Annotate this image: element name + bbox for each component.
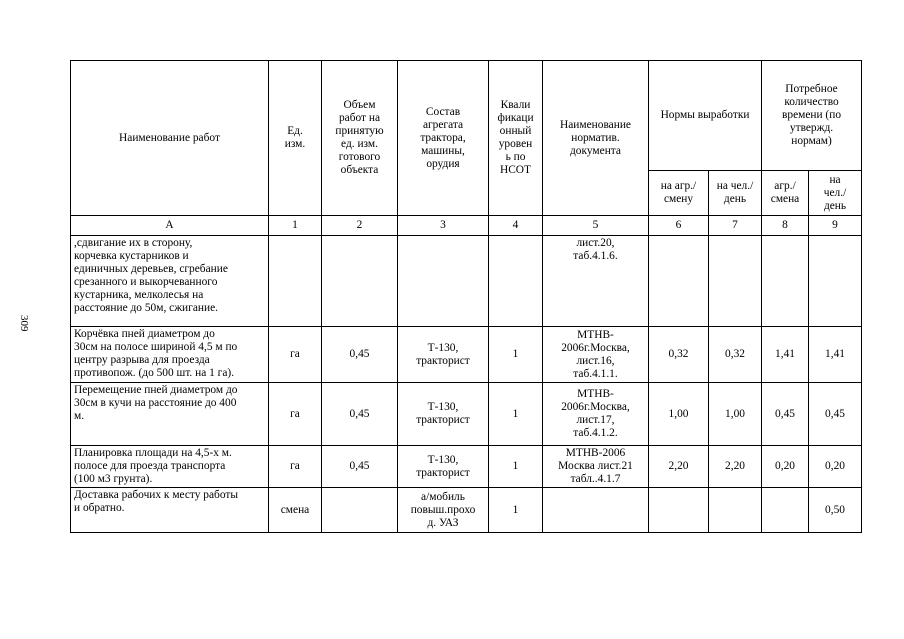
time-shift-cell: [762, 236, 809, 327]
time-shift-cell: 0,45: [762, 383, 809, 446]
header-time-required: Потребное количество времени (по утвержд. нормам): [762, 61, 862, 171]
header-qualification: Квали фикаци онный уровен ь по НСОТ: [489, 61, 543, 216]
header-row-top: [71, 61, 862, 171]
time-day-cell: 1,41: [809, 327, 862, 383]
norm-day-cell: 2,20: [709, 446, 762, 488]
qualification-cell: 1: [489, 488, 543, 533]
column-index-cell: 7: [709, 216, 762, 236]
time-day-cell: [809, 236, 862, 327]
time-day-cell: 0,50: [809, 488, 862, 533]
norm-day-cell: 1,00: [709, 383, 762, 446]
column-index-row: [71, 216, 862, 236]
work-name-cell: Перемещение пней диаметром до 30см в кучи на расстояние до 400 м.: [71, 383, 269, 446]
composition-cell: [398, 236, 489, 327]
volume-cell: 0,45: [322, 446, 398, 488]
qualification-cell: 1: [489, 383, 543, 446]
header-output-norms: Нормы выработки: [649, 61, 762, 171]
norm-day-cell: [709, 488, 762, 533]
norm-day-cell: [709, 236, 762, 327]
work-name-cell: Планировка площади на 4,5-х м. полосе для проезда транспорта (100 м3 грунта).: [71, 446, 269, 488]
volume-cell: 0,45: [322, 327, 398, 383]
column-index-cell: 4: [489, 216, 543, 236]
time-shift-cell: [762, 488, 809, 533]
unit-cell: га: [269, 446, 322, 488]
composition-cell: Т-130, тракторист: [398, 383, 489, 446]
work-name-cell: Доставка рабочих к месту работы и обратно.: [71, 488, 269, 533]
unit-cell: га: [269, 327, 322, 383]
document-cell: МТНВ- 2006г.Москва, лист.16, таб.4.1.1.: [543, 327, 649, 383]
header-work-name: Наименование работ: [71, 61, 269, 216]
column-index-cell: 8: [762, 216, 809, 236]
header-agr-shift: агр./ смена: [762, 171, 809, 216]
norm-shift-cell: 2,20: [649, 446, 709, 488]
header-unit-composition: Состав агрегата трактора, машины, орудия: [398, 61, 489, 216]
composition-cell: Т-130, тракторист: [398, 327, 489, 383]
time-shift-cell: 1,41: [762, 327, 809, 383]
volume-cell: 0,45: [322, 383, 398, 446]
composition-cell: а/мобиль повыш.прохо д. УАЗ: [398, 488, 489, 533]
column-index-cell: 9: [809, 216, 862, 236]
column-index-cell: 1: [269, 216, 322, 236]
column-index-cell: 6: [649, 216, 709, 236]
time-day-cell: 0,20: [809, 446, 862, 488]
column-index-cell: 3: [398, 216, 489, 236]
header-person-day: на чел./ день: [809, 171, 862, 216]
document-cell: [543, 488, 649, 533]
column-index-cell: 5: [543, 216, 649, 236]
norm-day-cell: 0,32: [709, 327, 762, 383]
column-index-cell: 2: [322, 216, 398, 236]
document-cell: МТНВ- 2006г.Москва, лист.17, таб.4.1.2.: [543, 383, 649, 446]
table-row: [71, 327, 862, 383]
qualification-cell: [489, 236, 543, 327]
norm-shift-cell: 1,00: [649, 383, 709, 446]
unit-cell: га: [269, 383, 322, 446]
time-day-cell: 0,45: [809, 383, 862, 446]
norm-shift-cell: [649, 488, 709, 533]
composition-cell: Т-130, тракторист: [398, 446, 489, 488]
work-norms-table: [70, 60, 862, 533]
header-norm-document: Наименование норматив. документа: [543, 61, 649, 216]
work-name-cell: Корчёвка пней диаметром до 30см на полосе шириной 4,5 м по центру разрыва для проезда противопож. (до 500 шт. на 1 га).: [71, 327, 269, 383]
page-number: 309: [18, 315, 30, 332]
document-cell: лист.20, таб.4.1.6.: [543, 236, 649, 327]
unit-cell: смена: [269, 488, 322, 533]
volume-cell: [322, 488, 398, 533]
table-row: [71, 446, 862, 488]
column-index-cell: А: [71, 216, 269, 236]
qualification-cell: 1: [489, 446, 543, 488]
header-unit: Ед. изм.: [269, 61, 322, 216]
norm-shift-cell: [649, 236, 709, 327]
work-name-cell: ,сдвигание их в сторону, корчевка кустарников и единичных деревьев, сгребание срезанного и выкорчеванного кустарника, мелколесья на расстояние до 50м, сжигание.: [71, 236, 269, 327]
header-volume: Объем работ на принятую ед. изм. готового объекта: [322, 61, 398, 216]
volume-cell: [322, 236, 398, 327]
table-row: [71, 383, 862, 446]
header-per-person-day: на чел./ день: [709, 171, 762, 216]
qualification-cell: 1: [489, 327, 543, 383]
norm-shift-cell: 0,32: [649, 327, 709, 383]
document-cell: МТНВ-2006 Москва лист.21 табл..4.1.7: [543, 446, 649, 488]
header-per-shift: на агр./ смену: [649, 171, 709, 216]
table-row: [71, 236, 862, 327]
unit-cell: [269, 236, 322, 327]
table-row: [71, 488, 862, 533]
time-shift-cell: 0,20: [762, 446, 809, 488]
